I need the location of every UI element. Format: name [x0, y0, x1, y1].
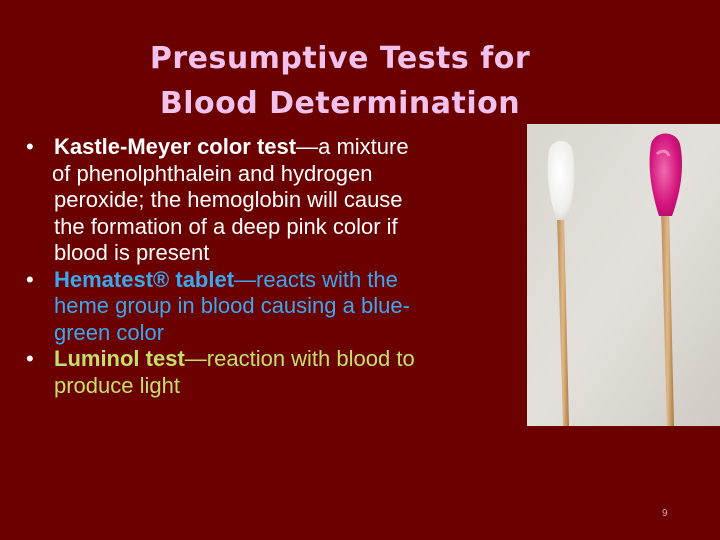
title-line-2: Blood Determination — [159, 86, 521, 121]
bullet-line: blood is present — [54, 240, 210, 265]
bullet-text: —reacts with the — [234, 266, 398, 292]
bullet-text: —a mixture — [296, 134, 409, 159]
bullet-dot: • — [26, 266, 34, 292]
bullet-line: peroxide; the hemoglobin will cause — [54, 187, 403, 212]
bullet-line: of phenolphthalein and hydrogen — [52, 160, 373, 186]
bullet-hematest — [26, 267, 526, 347]
bullet-list — [26, 134, 526, 399]
bullet-text: —reaction with blood to — [184, 346, 415, 371]
bullet-line: green color — [54, 319, 165, 345]
title-line-1: Presumptive Tests for — [149, 41, 531, 76]
bullet-term: Luminol test — [54, 346, 185, 371]
bullet-dot: • — [26, 346, 34, 371]
bullet-line — [54, 134, 526, 161]
bullet-kastle-meyer — [26, 134, 526, 267]
bullet-line: heme group in blood causing a blue- — [54, 293, 410, 318]
swab-photo — [527, 124, 720, 426]
page-number: 9 — [662, 508, 668, 519]
bullet-term: Hematest® tablet — [54, 266, 235, 292]
swab-photo-graphic — [527, 124, 720, 426]
bullet-line — [54, 346, 526, 373]
bullet-term: Kastle-Meyer color test — [54, 134, 297, 159]
bullet-line: the formation of a deep pink color if — [54, 213, 398, 239]
bullet-luminol — [26, 346, 526, 399]
bullet-dot: • — [26, 134, 34, 159]
bullet-line: produce light — [54, 372, 180, 398]
bullet-line — [54, 267, 526, 294]
slide-title — [60, 36, 620, 126]
